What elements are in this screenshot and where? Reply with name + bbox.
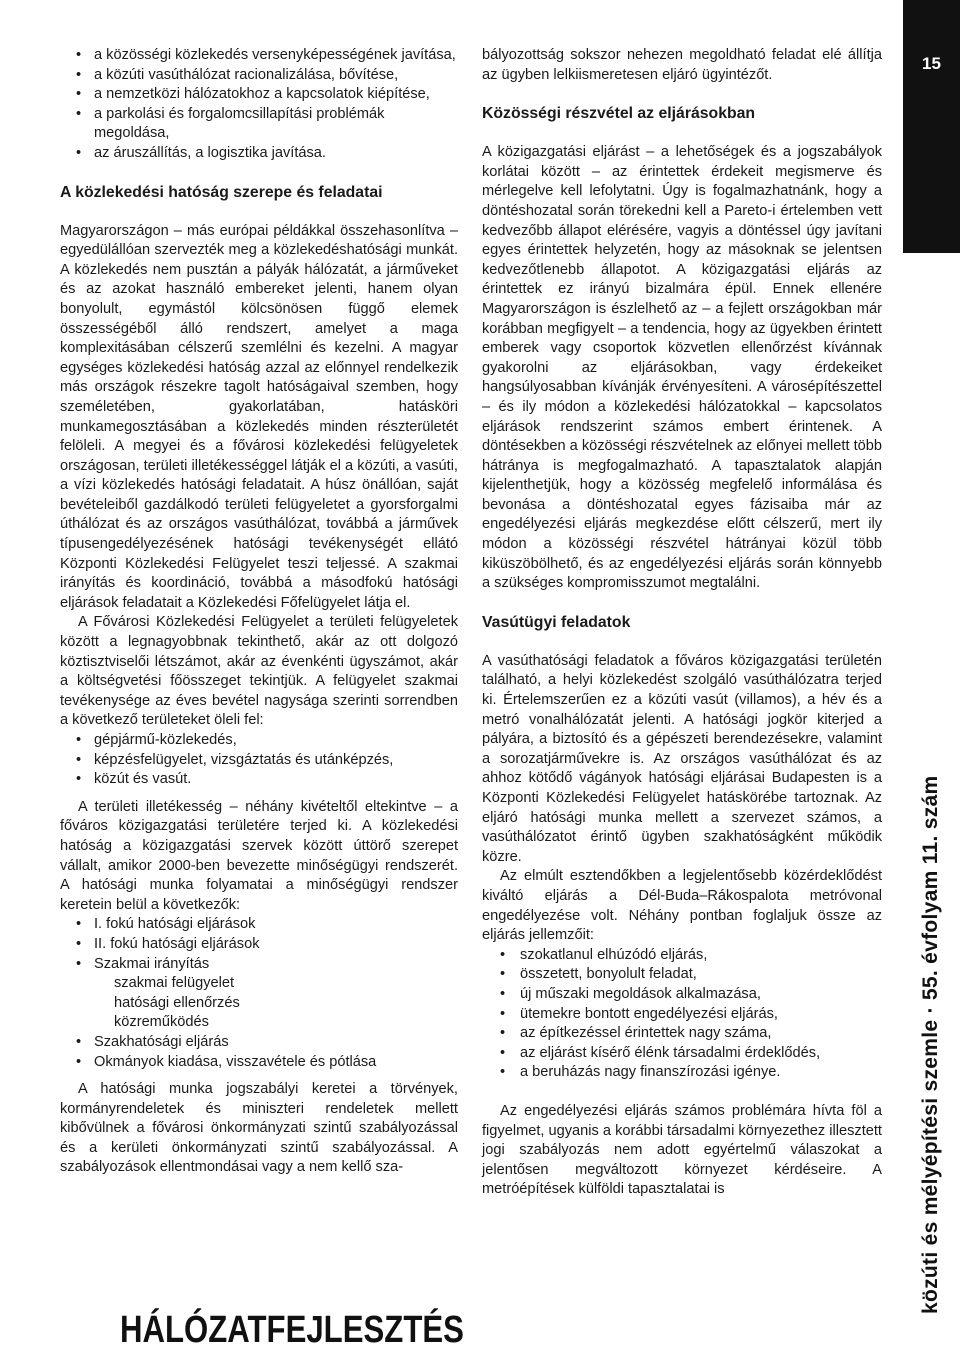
paragraph: A területi illetékesség – néhány kivételtől eltekintve – a főváros közigazgatási területére terjed ki. A közlekedési hatóság a közigazgatási szervek között úttörő szerepet vállalt, amikor 2000-ben bevezette minőségügyi rendszerét. A hatósági munka folyamatai a minőségügyi rendszer keretein belül a következők: xyxy=(60,798,458,913)
paragraph: A vasúthatósági feladatok a főváros közigazgatási területén található, a helyi közlekedést szolgáló vasúthálózatra terjed ki. Értelemszerűen ez a közúti vasút (villamos), a hév és a metró vonalhálózatát jelenti. A hatósági jogkör kiterjed a pályára, a biztosító és a gépészeti berendezésekre, valamint a sorozatjárművekre is. Az országos vasúthálózat és az ahhoz kötődő vágányok hatósági eljárásai Budapesten is a Központi Közlekedési Felügyelet hatáskörébe tartoznak. Az eljáró hatósági munka mellett a szervezet számos, a vasúthálózatot érintő ügyben szakhatóságként működik közre. xyxy=(482,652,882,865)
list-item: • Szakhatósági eljárás xyxy=(60,1033,458,1053)
left-column xyxy=(60,46,458,1178)
list-item: • Szakmai irányítás xyxy=(60,955,458,975)
section-heading-railway: Vasútügyi feladatok xyxy=(482,613,631,631)
list-item: • közút és vasút. xyxy=(60,770,458,790)
section-heading-authority: A közlekedési hatóság szerepe és feladatai xyxy=(60,183,383,201)
paragraph: A Fővárosi Közlekedési Felügyelet a területi felügyeletek között a legnagyobbnak tekinthető, akár az ott dolgozó köztisztviselői létszámot, akár az évenkénti ügyszámot, akár a költségvetési főösszeget tekintjük. A felügyelet szakmai tevékenysége az éves bevétel nagysága szerinti sorrendben a következő területeket öleli fel: xyxy=(60,614,458,729)
list-subitem: hatósági ellenőrzés xyxy=(114,994,240,1011)
list-item: • az eljárást kísérő élénk társadalmi érdeklődés, xyxy=(482,1044,882,1064)
list-item: • a közúti vasúthálózat racionalizálása, bővítése, xyxy=(60,66,458,86)
intro-bullet-list xyxy=(60,46,458,164)
list-item: • a beruházás nagy finanszírozási igénye. xyxy=(482,1063,882,1083)
journal-spine-title: közúti és mélyépítési szemle · 55. évfolyam 11. szám xyxy=(919,775,942,1314)
list-item: • ütemekre bontott engedélyezési eljárás, xyxy=(482,1005,882,1025)
list-item: • a nemzetközi hálózatokhoz a kapcsolatok kiépítése, xyxy=(60,85,458,105)
list-item: • I. fokú hatósági eljárások xyxy=(60,915,458,935)
procedures-bullet-list xyxy=(60,915,458,1072)
paragraph: bályozottság sokszor nehezen megoldható feladat elé állítja az ügyben lelkiismeretesen eljáró ügyintézőt. xyxy=(482,47,882,83)
list-item: • összetett, bonyolult feladat, xyxy=(482,965,882,985)
paragraph: Az elmúlt esztendőkben a legjelentősebb közérdeklődést kiváltó eljárás a Dél-Buda–Rákospalota metróvonal engedélyezése volt. Néhány pontban foglaljuk össze az eljárás jellemzőit: xyxy=(482,868,882,944)
list-subitem: szakmai felügyelet xyxy=(114,975,235,992)
list-item: • gépjármű-közlekedés, xyxy=(60,731,458,751)
journal-sidebar xyxy=(903,0,960,1358)
list-item: • az építkezéssel érintettek nagy száma, xyxy=(482,1024,882,1044)
section-footer-title: HÁLÓZATFEJLESZTÉS xyxy=(120,1309,464,1351)
section-heading-community: Közösségi részvétel az eljárásokban xyxy=(482,105,756,123)
list-item: • a közösségi közlekedés versenyképességének javítása, xyxy=(60,46,458,66)
right-column xyxy=(482,46,882,1200)
areas-bullet-list xyxy=(60,731,458,790)
list-item: • új műszaki megoldások alkalmazása, xyxy=(482,985,882,1005)
list-item: • Okmányok kiadása, visszavétele és pótlása xyxy=(60,1053,458,1073)
list-item: • az áruszállítás, a logisztika javítása. xyxy=(60,144,458,164)
paragraph: A hatósági munka jogszabályi keretei a törvények, kormányrendeletek és miniszteri rendeletek mellett kibővülnek a fővárosi önkormányzati szintű szabályozással és a kerületi önkormányzati szintű szabályozással. A szabályozások ellentmondásai vagy a nem kellő sza- xyxy=(60,1081,458,1176)
list-item: • II. fokú hatósági eljárások xyxy=(60,935,458,955)
list-item: • képzésfelügyelet, vizsgáztatás és utánképzés, xyxy=(60,751,458,771)
paragraph: A közigazgatási eljárást – a lehetőségek és a jogszabályok korlátai között – az érintettek érdekeit megismerve és mérlegelve kell lefolytatni. Úgy is fogalmazhatnánk, hogy a döntéshozatal során törekedni kell a Pareto-i értelemben vett kedvezőbb állapot elérésére, vagyis a döntéssel úgy javítani egyes érintettek helyzetén, hogy az másoknak se jelentsen kedvezőtlenebb állapotot. A közigazgatási eljárás az érintettek ez irányú bizalmára épül. Ennek ellenére Magyarországon is észlelhető az – a fejlett országokban már korábban megfigyelt – a tendencia, hogy az ügyekben érintett emberek vagy csoportok közvetlen ellenőrzést kívánnak gyakorolni az eljárásokban, vagy érdekeiket hangsúlyosabban kívánják érvényesíteni. A városépítészettel – és ily módon a közlekedési hálózatokkal – kapcsolatos eljárások rendszerint számos embert érintenek. A döntésekben a közösségi részvételnek az előnyei mellett több hátránya is megfogalmazható. A tapasztalatok alapján kijelenthetjük, hogy a közösség megfelelő informálása és bevonása a döntéshozatal egyes fázisaiba már az engedélyezési eljárás megkezdése előtt célszerű, mert ily módon a közösségi részvétel hátrányai közül több kiküszöbölhető, és az engedélyezési eljárás során könnyebb a szükséges kompromisszumot megtalálni. xyxy=(482,144,882,592)
traits-bullet-list xyxy=(482,946,882,1083)
paragraph: Magyarországon – más európai példákkal összehasonlítva – egyedülállóan szervezték meg a közlekedéshatósági munkát. A közlekedés nem pusztán a pályák hálózatát, a járműveket és az azokat használó embereket jelenti, hanem olyan bonyolult, egymástól kölcsönösen függő elemek összességéből álló rendszert, amelyet a maga komplexitásában célszerű szemlélni és kezelni. A magyar egységes közlekedési hatóság azzal az előnnyel rendelkezik más országok részekre tagolt hatóságaival szemben, hogy személetében, gyakorlatában, hatásköri munkamegosztásában a közlekedés minden részterületét felöleli. A megyei és a fővárosi közlekedési felügyeletek országosan, területi illetékességgel látják el a közúti, a vasúti, a vízi közlekedés hatósági feladatait. A húsz önállóan, saját bevételeiből gazdálkodó területi felügyeletet a gyorsforgalmi úthálózat és az országos vasúthálózat, továbbá a járművek típusengedélyezésének hatósági tevékenységét ellátó Központi Közlekedési Felügyelet teszi teljessé. A szakmai irányítás és koordináció, továbbá a másodfokú hatósági eljárások feladatait a Közlekedési Főfelügyelet látja el. xyxy=(60,222,458,611)
paragraph: Az engedélyezési eljárás számos problémára hívta föl a figyelmet, ugyanis a korábbi társadalmi környezethez illesztett jogi szabályozás nem adott egyértelmű válaszokat a jelentősen megváltozott környezet kérdéseire. A metróépítések külföldi tapasztalatai is xyxy=(482,1102,882,1198)
list-subitem: közreműködés xyxy=(114,1014,209,1031)
page-number: 15 xyxy=(922,54,941,73)
list-item: • a parkolási és forgalomcsillapítási problémák megoldása, xyxy=(60,105,458,144)
list-item: • szokatlanul elhúzódó eljárás, xyxy=(482,946,882,966)
